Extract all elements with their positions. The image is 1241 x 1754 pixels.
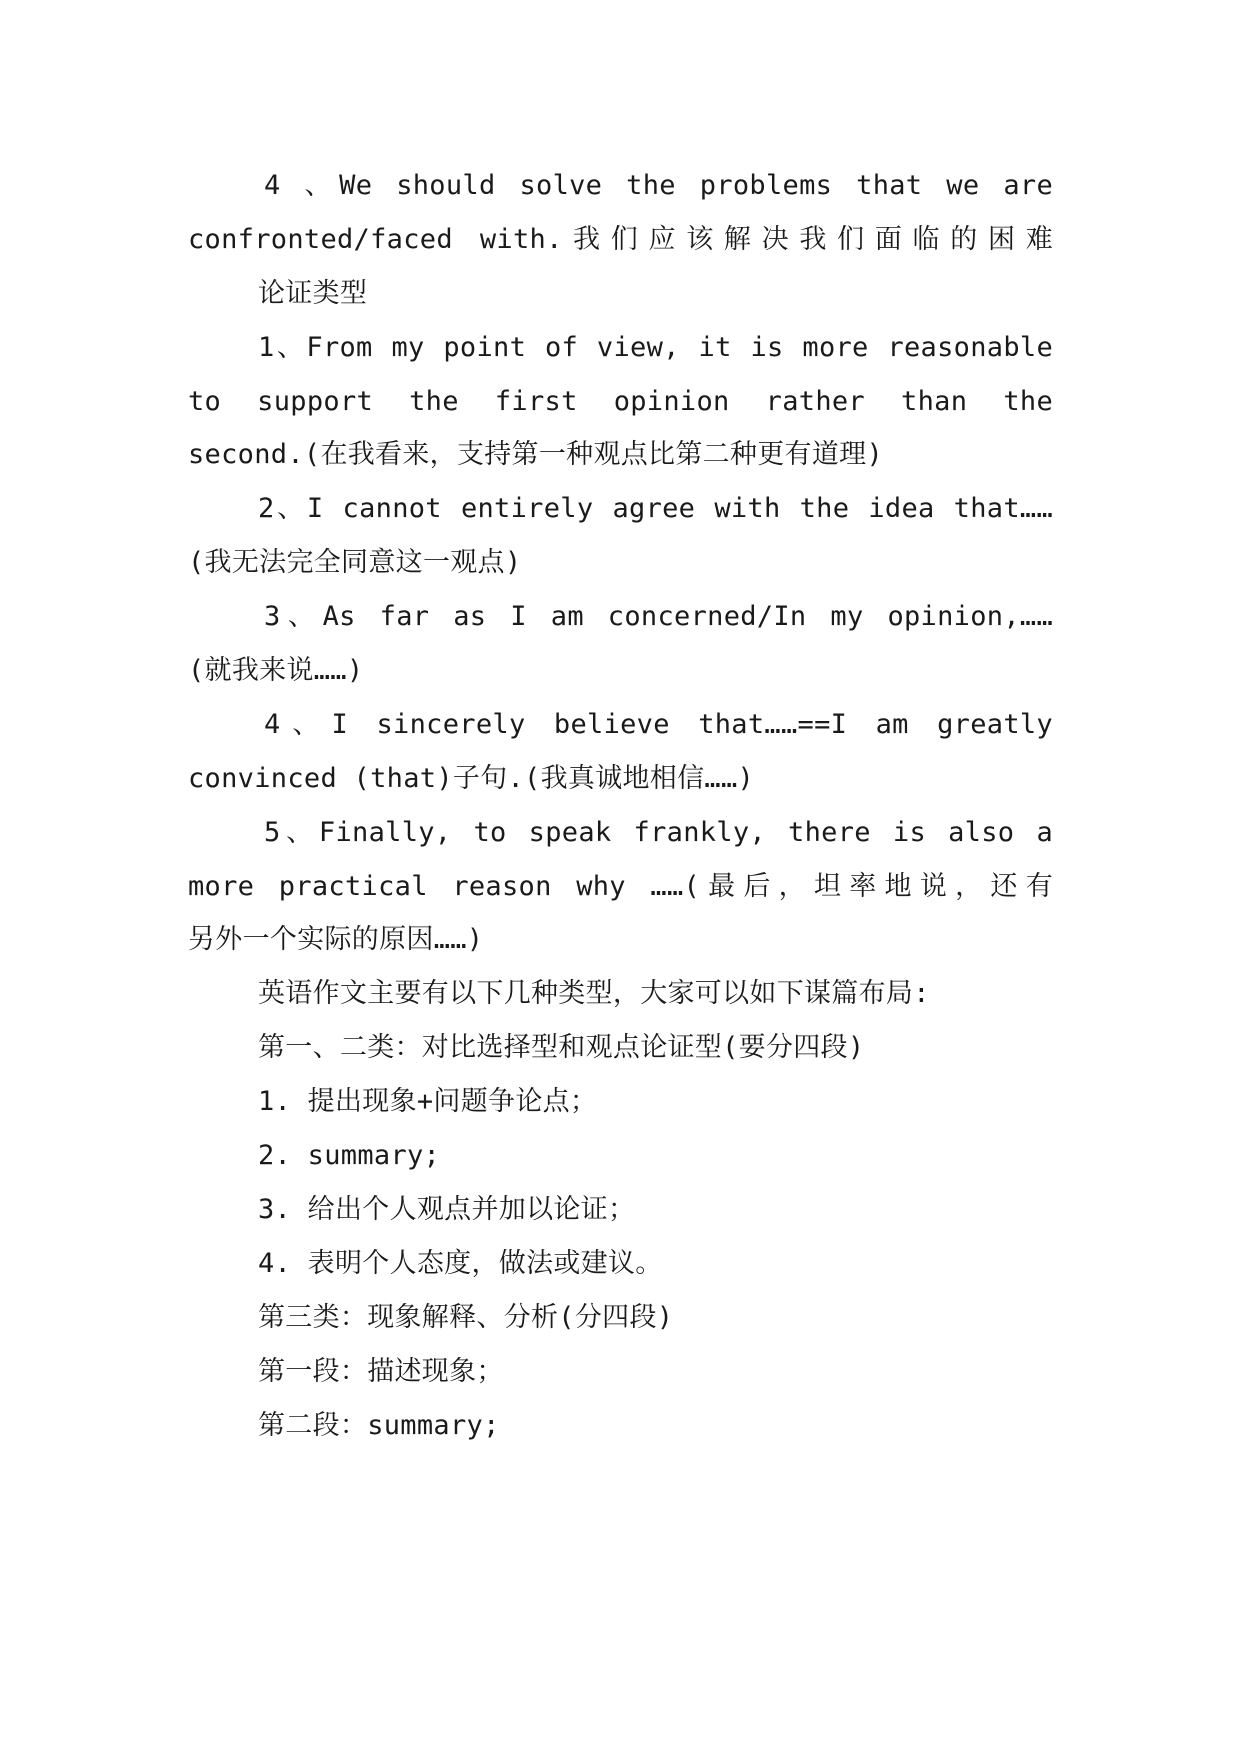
text-line-5: to support the first opinion rather than the bbox=[188, 386, 1053, 417]
list-item-4: 4. 表明个人态度，做法或建议。 bbox=[258, 1248, 663, 1279]
list-item-2: 2. summary; bbox=[258, 1140, 441, 1171]
text-line-17: 第一、二类：对比选择型和观点论证型(要分四段) bbox=[258, 1032, 865, 1063]
text-line-15: 另外一个实际的原因……) bbox=[188, 924, 484, 955]
list-item-3: 3. 给出个人观点并加以论证； bbox=[258, 1194, 636, 1225]
text-line-8: (我无法完全同意这一观点) bbox=[188, 547, 522, 578]
text-line-23: 第一段：描述现象； bbox=[258, 1356, 504, 1387]
text-line-1: 4 、We should solve the problems that we are bbox=[264, 170, 1053, 201]
text-line-16: 英语作文主要有以下几种类型，大家可以如下谋篇布局: bbox=[258, 978, 930, 1009]
text-line-11: 4、I sincerely believe that……==I am greatly bbox=[264, 709, 1053, 740]
text-line-9: 3、As far as I am concerned/In my opinion,…… bbox=[264, 601, 1053, 632]
text-line-14: more practical reason why ……(最后，坦率地说，还有 bbox=[188, 871, 1053, 902]
text-line-12: convinced (that)子句.(我真诚地相信……) bbox=[188, 763, 755, 794]
text-line-13: 5、Finally, to speak frankly, there is also a bbox=[264, 817, 1053, 848]
text-line-7: 2、I cannot entirely agree with the idea that…… bbox=[258, 493, 1053, 524]
text-line-24: 第二段：summary; bbox=[258, 1410, 500, 1441]
text-line-10: (就我来说……) bbox=[188, 655, 364, 686]
text-line-2: confronted/faced with.我们应该解决我们面临的困难 bbox=[188, 224, 1053, 255]
list-item-1: 1. 提出现象+问题争论点； bbox=[258, 1086, 598, 1117]
text-line-4: 1、From my point of view, it is more reasonable bbox=[258, 332, 1053, 363]
text-line-22: 第三类：现象解释、分析(分四段) bbox=[258, 1302, 674, 1333]
text-line-6: second.(在我看来，支持第一种观点比第二种更有道理) bbox=[188, 439, 883, 470]
section-heading-argument-types: 论证类型 bbox=[258, 278, 368, 309]
